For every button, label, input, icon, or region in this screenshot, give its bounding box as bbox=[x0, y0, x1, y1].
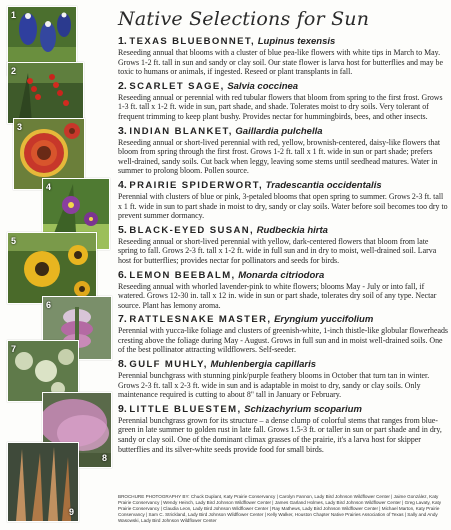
common-name: RATTLESNAKE MASTER, bbox=[129, 314, 272, 326]
photo-number: 8 bbox=[101, 453, 107, 463]
photo-number: 6 bbox=[46, 300, 52, 310]
plant-entry bbox=[118, 269, 448, 311]
plant-heading bbox=[118, 313, 448, 326]
plant-description: Reseeding annual with whorled lavender-pink to white flowers; blooms May - July or into fall, if watered. Grows 12-30 in. tall x 12 in. wide in sun or part shade, tolerates dry soil of any type. Nectar source. Plant has lemony aroma. bbox=[118, 281, 437, 310]
plant-description: Reseeding annual or short-lived perennial with red, yellow, brownish-centered, daisy-like flowers that bloom from spring through the first frost. Grows 1-2 ft. tall x 1 ft. wide in sun or part shade; prefers well-drained, sandy soils. Cut back when leggy, leaving some stems until seedhead matures. Water in summer to prolong bloom. Pollen source. bbox=[118, 137, 441, 176]
scientific-name: Lupinus texensis bbox=[257, 36, 336, 47]
plant-heading bbox=[118, 403, 448, 416]
photo-number: 2 bbox=[11, 66, 17, 76]
photo-number: 7 bbox=[11, 344, 17, 354]
common-name: PRAIRIE SPIDERWORT, bbox=[129, 179, 263, 191]
plant-number: 4. bbox=[118, 178, 127, 191]
scientific-name: Eryngium yuccifolium bbox=[274, 314, 374, 326]
plant-heading bbox=[118, 80, 448, 93]
common-name: SCARLET SAGE, bbox=[129, 80, 225, 92]
scientific-name: Gaillardia pulchella bbox=[235, 125, 323, 137]
common-name: INDIAN BLANKET, bbox=[129, 125, 233, 137]
plant-heading bbox=[118, 35, 448, 48]
plant-entry bbox=[118, 403, 448, 454]
scientific-name: Tradescantia occidentalis bbox=[265, 179, 382, 191]
plant-description: Perennial with yucca-like foliage and clusters of greenish-white, 1-inch thistle-like globular flowerheads cresting above the foliage during May - August. Grows in full sun and in moist well-drained soils. One of the best pollinator attracting wildflowers. Self-seeder. bbox=[118, 326, 448, 355]
plant-entry bbox=[118, 313, 448, 355]
photo-black-eyed-susan bbox=[7, 232, 97, 304]
photo-number: 3 bbox=[17, 122, 23, 132]
plant-description: Reseeding annual or perennial with red tubular flowers that bloom from spring to the first frost. Grows 1-3 ft. tall x 1-2 ft. wide in sun, part shade, and shade. Tolerates moist to dry soils. Very tolerant of frequent trimming to keep plant bushy. Provides nectar for hummingbirds, bees, and other insects. bbox=[118, 92, 443, 121]
plant-number: 3. bbox=[118, 124, 127, 137]
photo-credits: BROCHURE PHOTOGRAPHY BY: Chuck Duplant, Katy Prairie Conservancy | Carolyn Fannon, Lady Bird Johnson Wildflower Center | Jaime González, Katy Prairie Conservancy | Wendy Heinch, Lady Bird Johnson Wildflower Center | James Garland Holmes, Lady Bird Johnson Wildflower Center | Greg Lavaty, Katy Prairie Conservancy | Claudia Leon, Lady Bird Johnson Wildflower Center | Ray Mathews, Lady Bird Johnson Wildflower Center | Michael Marton, Katy Prairie Conservancy | Sam C. Strickland, Lady Bird Johnson Wildflower Center | Kelly Walker, Houston Chapter Native Prairies Association of Texas | Sally and Andy Wasowski, Lady Bird Johnson Wildflower Center bbox=[118, 494, 442, 523]
plant-heading bbox=[118, 179, 448, 192]
common-name: LEMON BEEBALM, bbox=[129, 269, 236, 281]
photo-little-bluestem bbox=[7, 442, 79, 522]
scientific-name: Rudbeckia hirta bbox=[256, 224, 328, 236]
plant-entry bbox=[118, 125, 448, 176]
plant-entry bbox=[118, 224, 448, 266]
plant-number: 8. bbox=[118, 358, 127, 371]
scientific-name: Schizachyrium scoparium bbox=[244, 403, 362, 415]
photo-number: 1 bbox=[11, 10, 17, 20]
plant-heading bbox=[118, 358, 448, 371]
plant-heading bbox=[118, 269, 448, 282]
plant-heading bbox=[118, 125, 448, 138]
photo-number: 9 bbox=[68, 507, 74, 517]
plant-description: Perennial with clusters of blue or pink, 3-petaled blooms that open spring to summer. Grows 2-3 ft. tall x 1 ft. wide in sun to part shade in moist to dry, sandy or clay soils. Water before soil becomes too dry to prevent summer dormancy. bbox=[118, 191, 448, 221]
photo-number: 5 bbox=[11, 236, 17, 246]
photo-scarlet-sage bbox=[7, 62, 84, 124]
common-name: LITTLE BLUESTEM, bbox=[129, 403, 242, 415]
plant-number: 7. bbox=[118, 313, 127, 326]
plant-description: Perennial bunchgrass grown for its structure – a dense clump of colorful stems that ranges from blue-green in late summer to golden rust in late fall. Grows 1.5-3 ft. or taller in sun or part shade and in dry, sandy or clay soil. One of the dominant climax grasses of the prairie, it's a larva host for skipper butterflies and its silver-white seeds provide food for small birds. bbox=[118, 415, 442, 454]
scientific-name: Muhlenbergia capillaris bbox=[210, 359, 317, 371]
plant-description: Reseeding annual that blooms with a cluster of blue pea-like flowers with white tips in March to May. Grows 1-2 ft. tall in sun and sandy or clay soil. Our state flower is larva host for butterflies and may be toxic to humans or animals, if ingested. Reseed or plant transplants in fall. bbox=[118, 48, 443, 77]
plant-number: 9. bbox=[118, 402, 127, 415]
plant-entry bbox=[118, 179, 448, 221]
plant-heading bbox=[118, 224, 448, 237]
plant-description: Reseeding annual or short-lived perennial with yellow, dark-centered flowers that bloom from late spring to fall. Grows 2-3 ft. tall x 1-2 ft. wide in full sun and in dry to moist, well-drained soil. Larva host for butterflies; provides nectar for pollinators and seeds for birds. bbox=[118, 236, 437, 265]
plant-list bbox=[118, 4, 448, 457]
common-name: GULF MUHLY, bbox=[129, 359, 208, 371]
plant-number: 5. bbox=[118, 223, 127, 236]
scientific-name: Monarda citriodora bbox=[238, 269, 325, 281]
scientific-name: Salvia coccinea bbox=[227, 80, 299, 92]
photo-number: 4 bbox=[46, 182, 52, 192]
plant-entry bbox=[118, 358, 448, 400]
plant-entry bbox=[118, 80, 448, 122]
common-name: BLACK-EYED SUSAN, bbox=[129, 224, 255, 236]
plant-entry bbox=[118, 35, 448, 77]
common-name: TEXAS BLUEBONNET, bbox=[129, 36, 256, 47]
plant-description: Perennial bunchgrass with stunning pink/purple feathery blooms in October that turn tan in winter. Grows 2-3 ft. tall x 2-3 ft. wide in sun and is adaptable in moist to dry, sandy or clay soils. Only maintenance required is cutting to about 8" tall in January or February. bbox=[118, 371, 430, 400]
plant-number: 1. bbox=[118, 35, 127, 47]
page-title: Native Selections for Sun bbox=[118, 8, 370, 30]
plant-number: 2. bbox=[118, 79, 127, 92]
plant-number: 6. bbox=[118, 268, 127, 281]
